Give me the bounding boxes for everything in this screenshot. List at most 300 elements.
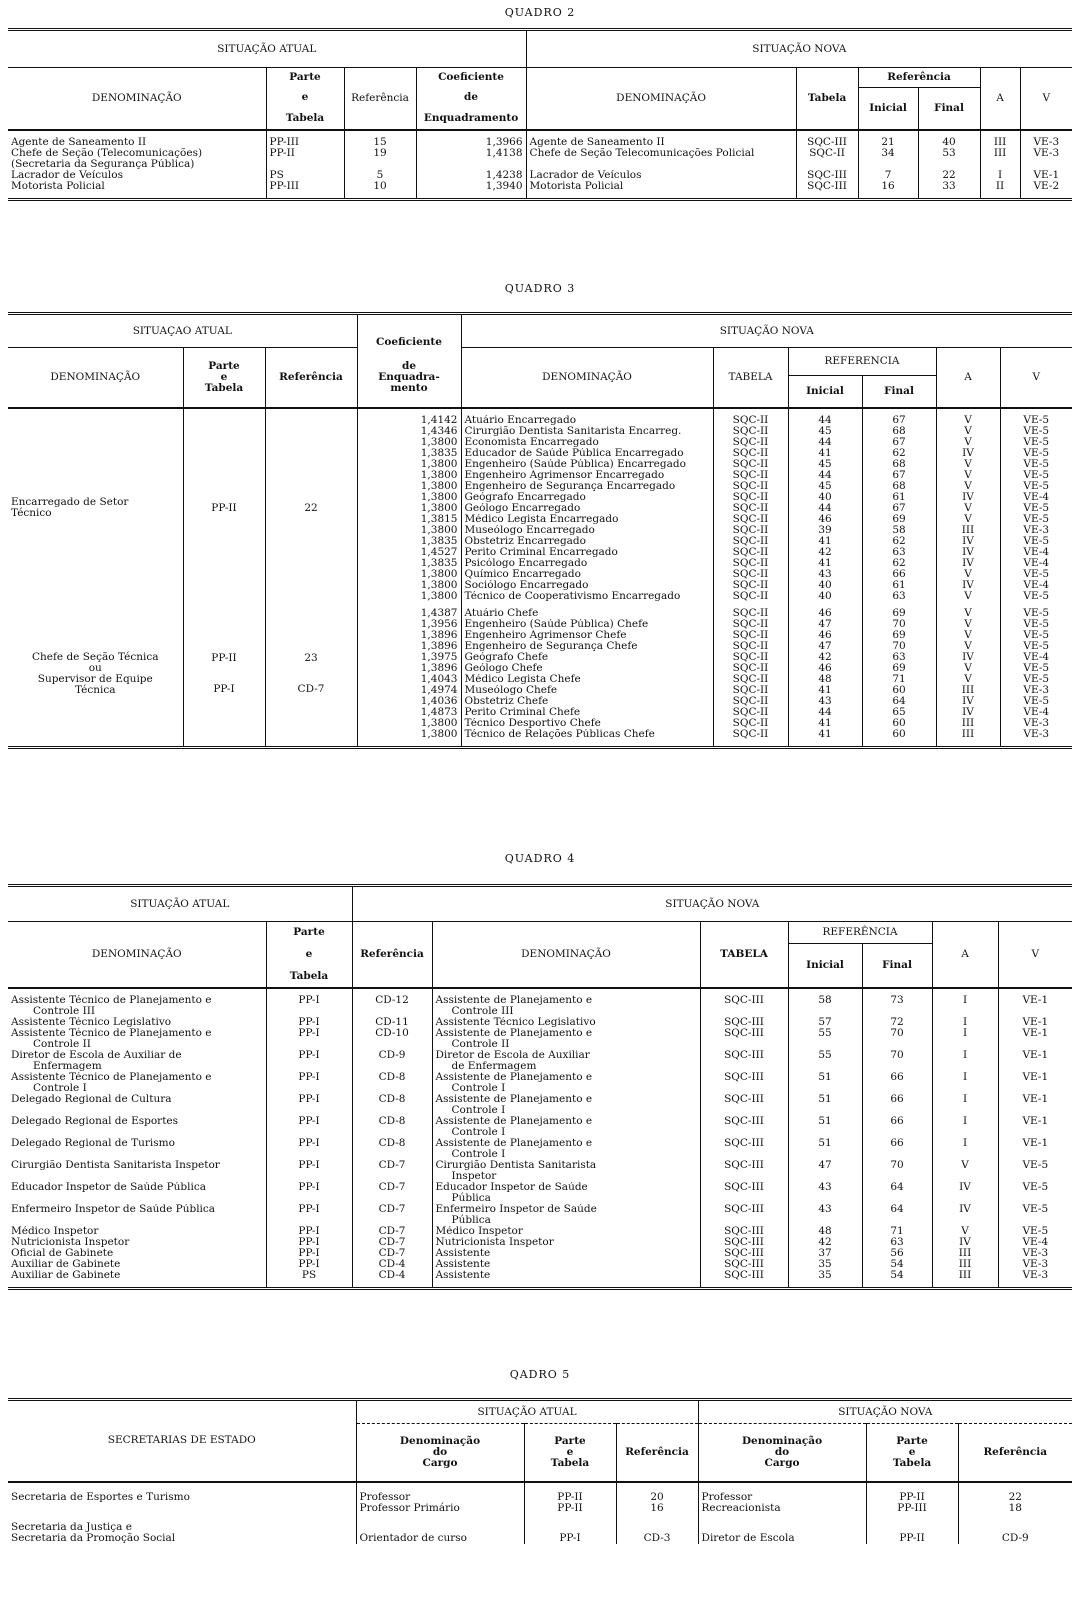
q5-r1-np-a: PP-II bbox=[899, 1491, 925, 1503]
table-row bbox=[8, 181, 1072, 192]
q5-h-denom-do: do bbox=[432, 1445, 448, 1458]
table-row bbox=[8, 1204, 1072, 1226]
q3-inicial: 41 bbox=[788, 685, 862, 696]
q3-v: VE-5 bbox=[1000, 569, 1072, 580]
q2-tabela: SQC-III bbox=[796, 137, 858, 148]
q3-h-ref: Referência bbox=[265, 348, 357, 408]
q3-final: 60 bbox=[862, 718, 936, 729]
q4-denom-line: Oficial de Gabinete bbox=[11, 1247, 114, 1259]
q2-ref: 15 bbox=[344, 137, 416, 148]
q4-tabela: SQC-III bbox=[700, 1094, 788, 1116]
q5-r1-parte-b: PP-II bbox=[557, 1501, 583, 1514]
q4-v: VE-1 bbox=[998, 1017, 1072, 1028]
q4-denom-nova-line: Assistente bbox=[435, 1247, 491, 1259]
q3-tabela: SQC-II bbox=[713, 536, 788, 547]
q3-v: VE-5 bbox=[1000, 470, 1072, 481]
q2-denom-nova: Lacrador de Veículos bbox=[526, 170, 796, 181]
q4-denom-line: Assistente Técnico Legislativo bbox=[11, 1016, 172, 1028]
q3-h-coef: Coeficiente bbox=[357, 314, 461, 348]
q5-h-parte-e: e bbox=[566, 1445, 574, 1458]
q4-rows bbox=[8, 995, 1072, 1281]
q3-inicial: 46 bbox=[788, 663, 862, 674]
q4-denom-line2: Controle I bbox=[33, 1081, 87, 1094]
q4-denom-nova bbox=[432, 1237, 700, 1248]
q4-denom-nova-line: Nutricionista Inspetor bbox=[435, 1236, 554, 1248]
q3-tabela: SQC-II bbox=[713, 641, 788, 652]
q3-tabela: SQC-II bbox=[713, 481, 788, 492]
q3-inicial: 44 bbox=[788, 503, 862, 514]
q3-v: VE-4 bbox=[1000, 558, 1072, 569]
q4-denom bbox=[8, 1204, 266, 1226]
q4-ref: CD-4 bbox=[352, 1259, 432, 1270]
q3-denom-nova: Museólogo Chefe bbox=[461, 685, 713, 696]
q3-denom-nova: Técnico de Cooperativismo Encarregado bbox=[461, 591, 713, 602]
q4-ref: CD-4 bbox=[352, 1270, 432, 1281]
q2-denom-nova bbox=[526, 159, 796, 170]
q4-denom-nova-line: Assistente de Planejamento e bbox=[435, 1071, 593, 1083]
q2-tabela: SQC-II bbox=[796, 148, 858, 159]
q2-v: VE-1 bbox=[1020, 170, 1072, 181]
q4-denom-nova-line2: Inspetor bbox=[451, 1169, 497, 1182]
q2-final: 40 bbox=[918, 137, 980, 148]
q3-h-parte-e: e bbox=[220, 370, 228, 383]
q4-denom-nova-line2: Controle III bbox=[451, 1004, 514, 1017]
q3-inicial: 41 bbox=[788, 448, 862, 459]
q2-a: III bbox=[980, 137, 1020, 148]
q4-final: 70 bbox=[862, 1050, 932, 1072]
q3-tabela: SQC-II bbox=[713, 448, 788, 459]
q3-a: V bbox=[936, 459, 1000, 470]
q4-h-referencia: REFERÊNCIA bbox=[788, 922, 932, 944]
q5-r1-nova-a: Professor bbox=[701, 1491, 753, 1503]
q3-g2-parte-line: PP-II bbox=[211, 651, 237, 664]
q4-parte: PS bbox=[266, 1270, 352, 1281]
q2-ref: 10 bbox=[344, 181, 416, 192]
q4-tabela: SQC-III bbox=[700, 1116, 788, 1138]
q3-a: III bbox=[936, 729, 1000, 740]
q4-h-denom2: DENOMINAÇÃO bbox=[432, 922, 700, 988]
q4-denom-nova-line: Assistente Técnico Legislativo bbox=[435, 1016, 596, 1028]
q3-g1-parte bbox=[183, 415, 265, 602]
q3-a: III bbox=[936, 525, 1000, 536]
q4-denom-nova-line2: Controle II bbox=[451, 1037, 510, 1050]
q4-denom-nova bbox=[432, 1072, 700, 1094]
q3-tabela: SQC-II bbox=[713, 630, 788, 641]
q3-a: IV bbox=[936, 547, 1000, 558]
q4-tabela: SQC-III bbox=[700, 1160, 788, 1182]
q4-parte: PP-I bbox=[266, 1248, 352, 1259]
q2-final: 22 bbox=[918, 170, 980, 181]
q3-g1-parte-line: PP-II bbox=[211, 501, 237, 514]
q4-tabela: SQC-III bbox=[700, 1017, 788, 1028]
q3-inicial: 40 bbox=[788, 591, 862, 602]
q2-a: I bbox=[980, 170, 1020, 181]
q3-v: VE-5 bbox=[1000, 503, 1072, 514]
q3-inicial: 44 bbox=[788, 437, 862, 448]
q3-tabela: SQC-II bbox=[713, 426, 788, 437]
q5-r2-atual: Orientador de curso bbox=[356, 1522, 524, 1544]
q2-h-tabela: Tabela bbox=[796, 68, 858, 130]
quadro-5-table bbox=[8, 1398, 1072, 1544]
q3-final: 67 bbox=[862, 503, 936, 514]
q3-inicial: 47 bbox=[788, 619, 862, 630]
q3-v: VE-3 bbox=[1000, 729, 1072, 740]
q2-h-referencia: Referência bbox=[858, 68, 980, 88]
q3-final: 63 bbox=[862, 652, 936, 663]
q3-a: V bbox=[936, 630, 1000, 641]
q5-h-parte: Parte bbox=[554, 1434, 586, 1447]
q2-h-a: A bbox=[980, 68, 1020, 130]
q3-denom-nova: Médico Legista Chefe bbox=[461, 674, 713, 685]
q4-h-final: Final bbox=[862, 944, 932, 988]
table-row bbox=[8, 1270, 1072, 1281]
q4-denom-nova bbox=[432, 995, 700, 1017]
q3-v: VE-5 bbox=[1000, 437, 1072, 448]
q4-parte: PP-I bbox=[266, 1204, 352, 1226]
q2-denom: Agente de Saneamento II bbox=[11, 136, 147, 148]
q4-a: I bbox=[932, 1094, 998, 1116]
q2-inicial bbox=[858, 159, 918, 170]
q3-coef: 1,3800 bbox=[357, 580, 461, 591]
q3-coef: 1,3800 bbox=[357, 718, 461, 729]
table-row bbox=[8, 608, 1072, 619]
q4-a: I bbox=[932, 995, 998, 1017]
q3-denom-nova: Atuário Encarregado bbox=[461, 415, 713, 426]
q4-parte: PP-I bbox=[266, 1094, 352, 1116]
q4-denom-nova bbox=[432, 1182, 700, 1204]
q2-h-coef-de: de bbox=[416, 88, 526, 108]
q3-v: VE-4 bbox=[1000, 492, 1072, 503]
table-row bbox=[8, 415, 1072, 426]
q4-final: 64 bbox=[862, 1204, 932, 1226]
q2-denom-nova: Chefe de Seção Telecomunicações Policial bbox=[526, 148, 796, 159]
q4-ref: CD-9 bbox=[352, 1050, 432, 1072]
q2-final: 33 bbox=[918, 181, 980, 192]
q3-inicial: 45 bbox=[788, 481, 862, 492]
q4-denom bbox=[8, 1270, 266, 1281]
q4-v: VE-5 bbox=[998, 1160, 1072, 1182]
q3-coef: 1,3800 bbox=[357, 481, 461, 492]
q3-tabela: SQC-II bbox=[713, 503, 788, 514]
q4-ref: CD-7 bbox=[352, 1182, 432, 1204]
q4-h-parte-e: e bbox=[266, 944, 352, 966]
q4-h-ref: Referência bbox=[352, 922, 432, 988]
quadro-4-table bbox=[8, 884, 1072, 1290]
quadro-3-table bbox=[8, 312, 1072, 749]
q3-tabela: SQC-II bbox=[713, 608, 788, 619]
q4-inicial: 57 bbox=[788, 1017, 862, 1028]
q5-h-parte-tabela: Tabela bbox=[550, 1456, 590, 1469]
q2-h-inicial: Inicial bbox=[858, 88, 918, 130]
q3-coef: 1,3835 bbox=[357, 558, 461, 569]
q4-a: I bbox=[932, 1116, 998, 1138]
q3-final: 63 bbox=[862, 591, 936, 602]
table-row bbox=[8, 1138, 1072, 1160]
q4-denom-nova-line: Assistente de Planejamento e bbox=[435, 994, 593, 1006]
table-row bbox=[8, 1017, 1072, 1028]
q4-ref: CD-8 bbox=[352, 1072, 432, 1094]
q3-denom-nova: Engenheiro Agrimensor Encarregado bbox=[461, 470, 713, 481]
q2-h-parte-tabela: Tabela bbox=[266, 108, 344, 130]
q3-final: 68 bbox=[862, 426, 936, 437]
table-row bbox=[8, 1226, 1072, 1237]
q4-denom-line: Diretor de Escola de Auxiliar de bbox=[11, 1049, 182, 1061]
q4-denom-nova-line: Assistente bbox=[435, 1258, 491, 1270]
q3-atual-header: SITUAÇAO ATUAL bbox=[132, 324, 232, 337]
q4-denom-nova-line: Médico Inspetor bbox=[435, 1225, 523, 1237]
q3-denom-nova: Museólogo Encarregado bbox=[461, 525, 713, 536]
q4-denom-nova-line: Assistente bbox=[435, 1269, 491, 1281]
q2-ref: 5 bbox=[344, 170, 416, 181]
quadro-2 bbox=[8, 28, 1072, 201]
q3-coef: 1,3800 bbox=[357, 591, 461, 602]
q4-h-parte-tabela: Tabela bbox=[266, 966, 352, 988]
q2-tabela: SQC-III bbox=[796, 170, 858, 181]
q3-a: IV bbox=[936, 707, 1000, 718]
q3-g2-denom bbox=[8, 608, 183, 740]
q3-g2-denom-line: Supervisor de Equipe bbox=[37, 672, 153, 685]
q3-v: VE-4 bbox=[1000, 547, 1072, 558]
q4-v: VE-3 bbox=[998, 1270, 1072, 1281]
q3-inicial: 40 bbox=[788, 492, 862, 503]
q4-denom-line: Auxiliar de Gabinete bbox=[11, 1258, 121, 1270]
q3-v: VE-4 bbox=[1000, 707, 1072, 718]
q3-coef: 1,3800 bbox=[357, 569, 461, 580]
q3-coef: 1,3800 bbox=[357, 525, 461, 536]
q3-denom-nova: Economista Encarregado bbox=[461, 437, 713, 448]
q3-a: IV bbox=[936, 558, 1000, 569]
q4-a: I bbox=[932, 1072, 998, 1094]
q4-denom bbox=[8, 995, 266, 1017]
q5-r1-atual-b: Professor Primário bbox=[359, 1501, 460, 1514]
q3-g2-denom-line: Chefe de Seção Técnica bbox=[32, 650, 159, 663]
q4-denom-nova-line2: de Enfermagem bbox=[451, 1059, 537, 1072]
q3-tabela: SQC-II bbox=[713, 674, 788, 685]
q3-v: VE-5 bbox=[1000, 591, 1072, 602]
q2-inicial: 21 bbox=[858, 137, 918, 148]
q4-h-a: A bbox=[932, 922, 998, 988]
q5-r1-np-b: PP-III bbox=[897, 1501, 927, 1514]
q5-row-1 bbox=[8, 1492, 1072, 1514]
q3-tabela: SQC-II bbox=[713, 591, 788, 602]
q4-tabela: SQC-III bbox=[700, 1204, 788, 1226]
q5-h-parte-nova-e: e bbox=[908, 1445, 916, 1458]
q4-denom-line2: Controle III bbox=[33, 1004, 96, 1017]
q2-denom: Chefe de Seção (Telecomunicações) bbox=[11, 147, 203, 159]
q4-inicial: 43 bbox=[788, 1182, 862, 1204]
q4-v: VE-1 bbox=[998, 1050, 1072, 1072]
q2-h-coef-enq: Enquadramento bbox=[416, 108, 526, 130]
q3-tabela: SQC-II bbox=[713, 459, 788, 470]
q3-denom-nova: Químico Encarregado bbox=[461, 569, 713, 580]
quadro-4 bbox=[8, 884, 1072, 1290]
q3-final: 65 bbox=[862, 707, 936, 718]
q4-denom-nova-line2: Pública bbox=[451, 1191, 491, 1204]
q3-g1-ref-line: 22 bbox=[304, 501, 318, 514]
q4-denom bbox=[8, 1116, 266, 1138]
q3-g2-ref-line: CD-7 bbox=[297, 682, 325, 695]
q3-v: VE-3 bbox=[1000, 685, 1072, 696]
q4-tabela: SQC-III bbox=[700, 1028, 788, 1050]
q2-denom: Lacrador de Veículos bbox=[11, 169, 123, 181]
q4-denom-nova bbox=[432, 1138, 700, 1160]
q3-coef: 1,3800 bbox=[357, 437, 461, 448]
q2-h-denom2: DENOMINAÇÃO bbox=[526, 68, 796, 130]
q4-tabela: SQC-III bbox=[700, 1259, 788, 1270]
quadro-5-title: QADRO 5 bbox=[509, 1368, 571, 1381]
q3-v: VE-3 bbox=[1000, 525, 1072, 536]
table-row bbox=[8, 1072, 1072, 1094]
q4-final: 66 bbox=[862, 1094, 932, 1116]
q2-coef: 1,3966 bbox=[416, 137, 526, 148]
q3-final: 60 bbox=[862, 729, 936, 740]
q3-inicial: 39 bbox=[788, 525, 862, 536]
q3-inicial: 43 bbox=[788, 696, 862, 707]
q3-a: V bbox=[936, 426, 1000, 437]
table-row bbox=[8, 1050, 1072, 1072]
q4-denom bbox=[8, 1028, 266, 1050]
q3-denom-nova: Técnico Desportivo Chefe bbox=[461, 718, 713, 729]
q3-v: VE-5 bbox=[1000, 536, 1072, 547]
q3-coef: 1,3956 bbox=[357, 619, 461, 630]
q3-inicial: 45 bbox=[788, 459, 862, 470]
q5-sec2b: Secretaria da Promoção Social bbox=[11, 1531, 176, 1544]
q4-denom-nova bbox=[432, 1116, 700, 1138]
q3-inicial: 46 bbox=[788, 630, 862, 641]
q4-denom-nova-line2: Controle I bbox=[451, 1103, 506, 1116]
q4-denom-nova-line2: Controle I bbox=[451, 1081, 506, 1094]
q3-inicial: 41 bbox=[788, 718, 862, 729]
q3-a: V bbox=[936, 641, 1000, 652]
quadro-3 bbox=[8, 312, 1072, 749]
q3-v: VE-5 bbox=[1000, 619, 1072, 630]
q2-h-v: V bbox=[1020, 68, 1072, 130]
q3-v: VE-5 bbox=[1000, 481, 1072, 492]
q3-a: IV bbox=[936, 696, 1000, 707]
q4-a: V bbox=[932, 1160, 998, 1182]
q3-v: VE-4 bbox=[1000, 652, 1072, 663]
q3-v: VE-5 bbox=[1000, 696, 1072, 707]
q5-atual-header: SITUAÇÃO ATUAL bbox=[356, 1400, 698, 1424]
q3-a: V bbox=[936, 437, 1000, 448]
q4-denom bbox=[8, 1160, 266, 1182]
q4-tabela: SQC-III bbox=[700, 995, 788, 1017]
q3-tabela: SQC-II bbox=[713, 525, 788, 536]
q4-denom-line: Educador Inspetor de Saúde Pública bbox=[11, 1181, 206, 1193]
q3-a: V bbox=[936, 514, 1000, 525]
q4-atual-header: SITUAÇÃO ATUAL bbox=[130, 897, 230, 910]
q4-inicial: 42 bbox=[788, 1237, 862, 1248]
q3-denom-nova: Engenheiro de Segurança Encarregado bbox=[461, 481, 713, 492]
q4-tabela: SQC-III bbox=[700, 1248, 788, 1259]
q3-coef: 1,3800 bbox=[357, 470, 461, 481]
q3-g1-ref bbox=[265, 415, 357, 602]
q3-tabela: SQC-II bbox=[713, 580, 788, 591]
q3-tabela: SQC-II bbox=[713, 707, 788, 718]
q3-a: IV bbox=[936, 448, 1000, 459]
q4-denom-nova bbox=[432, 1270, 700, 1281]
q3-inicial: 41 bbox=[788, 729, 862, 740]
q2-ref bbox=[344, 159, 416, 170]
q3-h-inicial: Inicial bbox=[788, 376, 862, 408]
q4-v: VE-1 bbox=[998, 1138, 1072, 1160]
q4-denom-line: Enfermeiro Inspetor de Saúde Pública bbox=[11, 1203, 216, 1215]
q5-r2-parte: PP-I bbox=[524, 1522, 616, 1544]
q4-ref: CD-7 bbox=[352, 1160, 432, 1182]
q3-inicial: 44 bbox=[788, 707, 862, 718]
q4-parte: PP-I bbox=[266, 1237, 352, 1248]
q4-h-v: V bbox=[998, 922, 1072, 988]
quadro-5 bbox=[8, 1398, 1072, 1544]
q4-parte: PP-I bbox=[266, 995, 352, 1017]
q3-final: 61 bbox=[862, 580, 936, 591]
q4-ref: CD-7 bbox=[352, 1248, 432, 1259]
q3-h-denom: DENOMINAÇÃO bbox=[8, 348, 183, 408]
q4-denom bbox=[8, 1072, 266, 1094]
q5-h-ref-nova: Referência bbox=[958, 1424, 1072, 1482]
q3-coef: 1,3800 bbox=[357, 459, 461, 470]
q3-g2-ref bbox=[265, 608, 357, 740]
table-row bbox=[8, 1237, 1072, 1248]
q4-denom-nova bbox=[432, 1160, 700, 1182]
q4-denom-nova-line: Diretor de Escola de Auxiliar bbox=[435, 1049, 590, 1061]
q3-v: VE-5 bbox=[1000, 641, 1072, 652]
q2-a: II bbox=[980, 181, 1020, 192]
q2-v: VE-3 bbox=[1020, 137, 1072, 148]
q4-v: VE-1 bbox=[998, 1072, 1072, 1094]
q3-group2-rows bbox=[8, 608, 1072, 740]
q4-a: V bbox=[932, 1226, 998, 1237]
q2-parte: PS bbox=[266, 170, 344, 181]
q4-inicial: 43 bbox=[788, 1204, 862, 1226]
table-row bbox=[8, 1259, 1072, 1270]
q2-denom-nova: Agente de Saneamento II bbox=[526, 137, 796, 148]
q4-h-inicial: Inicial bbox=[788, 944, 862, 988]
q3-denom-nova: Cirurgião Dentista Sanitarista Encarreg. bbox=[461, 426, 713, 437]
q3-a: V bbox=[936, 591, 1000, 602]
q3-inicial: 45 bbox=[788, 426, 862, 437]
q3-inicial: 44 bbox=[788, 415, 862, 426]
q4-denom bbox=[8, 1050, 266, 1072]
q3-final: 69 bbox=[862, 663, 936, 674]
q3-a: III bbox=[936, 718, 1000, 729]
q3-a: V bbox=[936, 481, 1000, 492]
q3-h-denom2: DENOMINAÇÃO bbox=[461, 348, 713, 408]
q4-denom bbox=[8, 1237, 266, 1248]
q3-inicial: 46 bbox=[788, 514, 862, 525]
q4-tabela: SQC-III bbox=[700, 1237, 788, 1248]
q3-coef: 1,3800 bbox=[357, 492, 461, 503]
q5-h-parte-nova-tabela: Tabela bbox=[892, 1456, 932, 1469]
q3-final: 62 bbox=[862, 536, 936, 547]
q3-denom-nova: Técnico de Relações Públicas Chefe bbox=[461, 729, 713, 740]
q5-r1-nr-a: 22 bbox=[1008, 1491, 1022, 1503]
q3-v: VE-5 bbox=[1000, 514, 1072, 525]
q3-denom-nova: Geólogo Encarregado bbox=[461, 503, 713, 514]
q3-final: 70 bbox=[862, 619, 936, 630]
q5-row-2 bbox=[8, 1522, 1072, 1544]
q3-final: 69 bbox=[862, 630, 936, 641]
q3-final: 67 bbox=[862, 437, 936, 448]
q4-denom-nova bbox=[432, 1259, 700, 1270]
q4-v: VE-1 bbox=[998, 1028, 1072, 1050]
q5-r1-nr-b: 18 bbox=[1008, 1501, 1022, 1514]
q3-tabela: SQC-II bbox=[713, 569, 788, 580]
q5-h-denom-nova-cargo: Cargo bbox=[764, 1456, 800, 1469]
q3-h-final: Final bbox=[862, 376, 936, 408]
q4-denom-line: Assistente Técnico de Planejamento e bbox=[11, 1071, 212, 1083]
q3-inicial: 42 bbox=[788, 547, 862, 558]
